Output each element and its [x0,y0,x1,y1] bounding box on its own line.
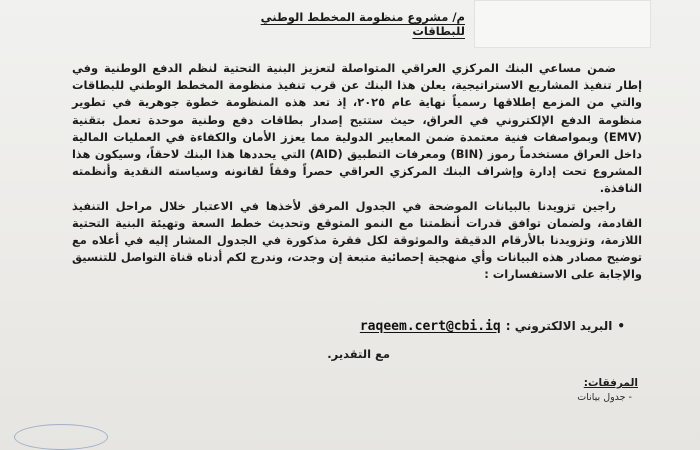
closing-line: مع التقدير. [327,347,390,361]
attachment-item: - جدول بيانات [577,392,632,403]
body-paragraph-2: راجين تزويدنا بالبيانات الموضحة في الجدول المرفق لأخذها في الاعتبار خلال مراحل التنفيذ القادمة، ولضمان توافق قدرات أنظمتنا مع النمو المتوقع وتحديث خطط السعة وتهيئة البنية التحتية اللازمة، وتزويدنا بالأرقام الدقيقة والموثوقة لكل فقرة مذكورة في الجدول المشار إليه في أعلاه مع توضيح مصادر هذه البيانات وأي منهجية إحصائية متبعة إن وجدت، وندرج لكم أدناه قناة التواصل للتنسيق والإجابة على الاستفسارات : [72,198,642,282]
stamp-ring-mark [14,424,108,450]
redacted-block [474,0,651,48]
contact-email-link[interactable]: raqeem.cert@cbi.iq [359,319,501,334]
attachments-title: المرفقات: [583,377,638,389]
contact-line [60,319,625,334]
document-body [72,60,642,284]
contact-label: البريد الالكتروني : [505,319,613,333]
bullet-icon: • [617,319,625,333]
document-subject: م/ مشروع منظومة المخطط الوطني للبطاقات [260,10,465,38]
body-paragraph-1: ضمن مساعي البنك المركزي العراقي المتواصلة لتعزيز البنية التحتية لنظم الدفع الوطنية وفي إطار تنفيذ المشاريع الاستراتيجية، يعلن هذا البنك عن قرب تنفيذ منظومة المخطط الوطني للبطاقات والتي من المزمع إطلاقها رسمياً نهاية عام ٢٠٢٥، إذ تعد هذه المنظومة خطوة جوهرية في تطوير منظومة الدفع الإلكتروني في العراق، حيث ستتيح إصدار بطاقات دفع وطنية موحدة تعمل بتقنية (EMV) وبمواصفات فنية معتمدة ضمن المعايير الدولية مما يعزز الأمان والكفاءة في العمليات المالية داخل العراق مستخدماً رموز (BIN) ومعرفات التطبيق (AID) التي يحددها هذا البنك لاحقاً، وسيكون هذا المشروع تحت إدارة وإشراف البنك المركزي العراقي حصراً وفقاً لقانونه وسياسته النقدية وأنظمته النافذة. [72,61,643,196]
